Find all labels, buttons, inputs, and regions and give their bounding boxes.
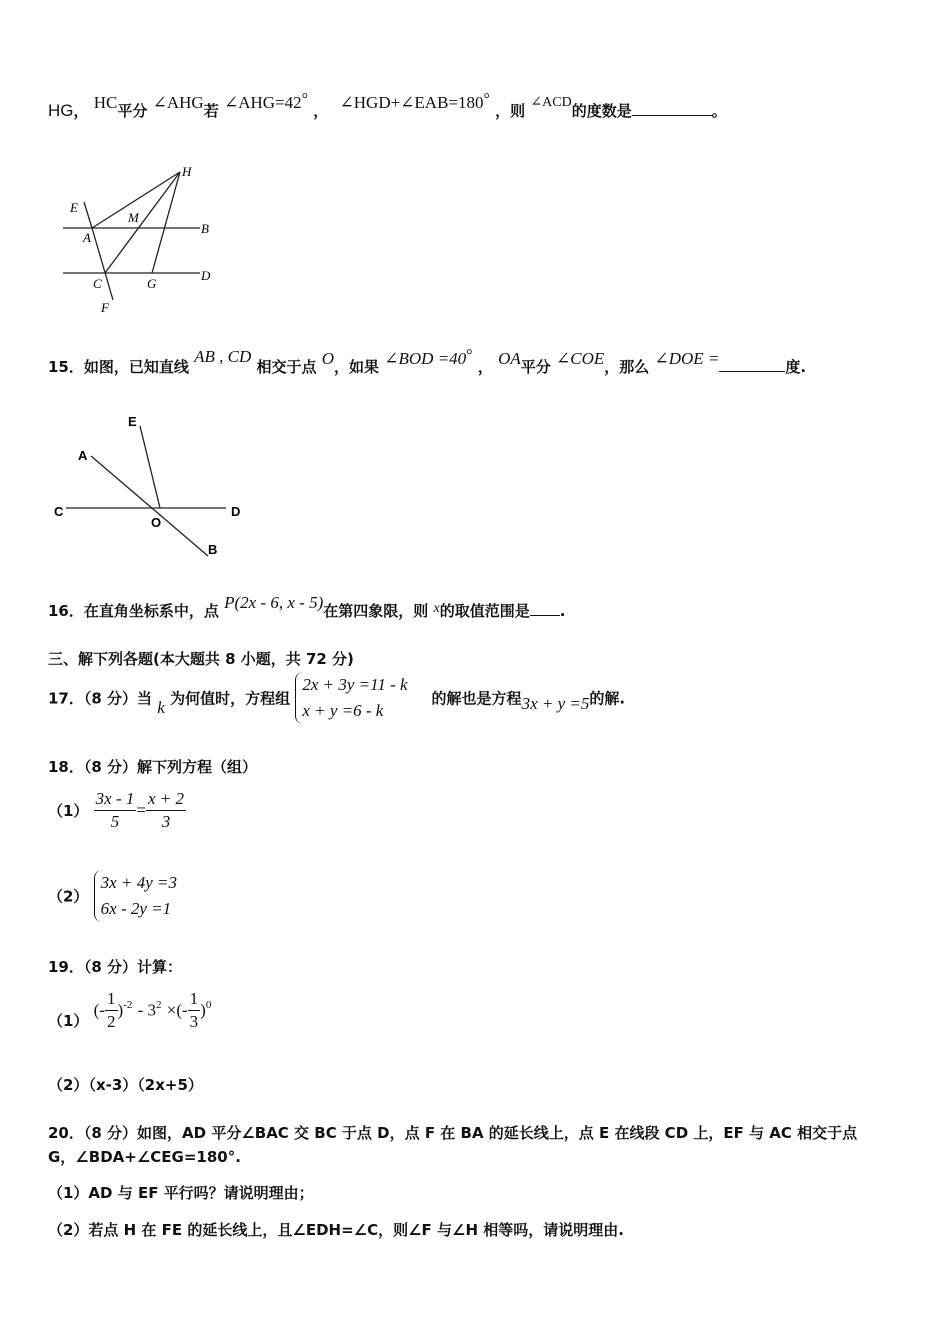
q16-x: x: [433, 601, 440, 616]
q18-p1-left-num: 3x - 1: [94, 788, 137, 811]
q19-title: 19．（8 分）计算：: [48, 958, 183, 976]
q19-p1-minus: - 3: [137, 1000, 156, 1020]
q15-ab-cd: AB , CD: [194, 347, 252, 366]
fig14-label-f: F: [101, 300, 109, 315]
q14-deg2: °: [483, 91, 490, 108]
q15-bisects: 平分: [520, 358, 551, 376]
q18-p2-eq2: 6x - 2y =1: [100, 899, 172, 918]
q18-p1-right-num: x + 2: [146, 788, 186, 811]
q19-p1-exp3: 0: [205, 998, 212, 1011]
q15-line: [48, 347, 807, 377]
q14-if: 若: [203, 102, 219, 120]
fig15-line-ab: [91, 456, 208, 556]
q19-p1-frac2: [188, 988, 201, 1033]
q17-eq1: 2x + 3y =11 - k: [302, 675, 408, 694]
q15-oa: OA: [498, 349, 521, 368]
fig14-label-a: A: [83, 230, 91, 245]
fig14-label-c: C: [93, 276, 102, 291]
q19-p1-frac2-den: 3: [189, 1012, 199, 1031]
q15-answer-blank: [719, 370, 785, 372]
fig14-label-e: E: [70, 200, 78, 215]
q20-line2: G，∠BDA+∠CEG=180°.: [48, 1148, 241, 1166]
q17-mid: 为何值时，方程组: [170, 689, 291, 708]
q20-part1: （1）AD 与 EF 平行吗？请说明理由；: [48, 1184, 314, 1202]
q19-p1-frac2-num: 1: [188, 988, 201, 1011]
q18-p2-system: [94, 870, 177, 922]
q15-if: ，如果: [334, 358, 380, 376]
q14-comma2: ，: [313, 102, 329, 120]
fig15-label-o: O: [151, 515, 162, 530]
q14-hgd-sum: ∠HGD+∠EAB=180: [339, 93, 484, 112]
q19-part2: [48, 1074, 203, 1095]
q14-angle-acd: ∠ACD: [530, 95, 572, 110]
q16-prefix: 16．在直角坐标系中，点: [48, 602, 219, 620]
q19-p1-exp1: -2: [123, 998, 133, 1011]
fig14-label-b: B: [201, 221, 209, 236]
fig14-label-h: H: [182, 164, 192, 179]
q14-comma1: ，: [73, 102, 89, 120]
q18-part2: [48, 870, 177, 922]
q18-p2-eq1: 3x + 4y =3: [100, 873, 177, 892]
q17-line: [48, 672, 625, 724]
q18-p1-equals: =: [136, 800, 146, 820]
q14-hc: HC: [93, 93, 118, 112]
q19-p1-close1: ): [117, 1000, 124, 1020]
q16-end: .: [559, 602, 566, 620]
q17-k: k: [157, 698, 165, 717]
q19-p1-times: ×(-: [166, 1000, 188, 1020]
fig14-line-ch: [105, 172, 180, 273]
q18-p1-right-fraction: [146, 788, 186, 833]
section-3-title: 三、解下列各题(本大题共 8 小题，共 72 分): [48, 650, 354, 668]
q19-p1-open1: (-: [93, 1000, 105, 1020]
q19-p2-expr: （x-3）（2x+5）: [88, 1076, 203, 1094]
q15-prefix: 15．如图，已知直线: [48, 358, 189, 376]
q16-mid: 在第四象限，则: [323, 602, 429, 620]
q14-hg: HG: [48, 101, 74, 120]
q19-p1-frac1: [105, 988, 118, 1033]
q18-p1-left-fraction: [94, 788, 137, 833]
q14-tail-line: [48, 91, 727, 121]
q16-point: P(2x - 6, x - 5): [224, 593, 324, 612]
q17-eq2: x + y =6 - k: [302, 701, 384, 720]
fig15-ray-oe: [140, 426, 160, 508]
fig14-label-m: M: [128, 210, 139, 225]
q18-title: 18．（8 分）解下列方程（组）: [48, 758, 258, 776]
q19-p1-close2: ): [200, 1000, 206, 1020]
fig15-label-e: E: [128, 414, 137, 429]
q14-answer-blank: [632, 114, 712, 116]
q15-angle-bod: ∠BOD =40: [384, 349, 467, 368]
q14-suffix: 的度数是: [571, 102, 632, 120]
q19-p1-exp2: 2: [156, 998, 162, 1011]
q19-p2-label: （2）: [48, 1076, 89, 1094]
q15-angle-coe: ∠COE: [555, 349, 605, 368]
fig15-label-a: A: [78, 448, 88, 463]
q14-deg1: °: [301, 91, 309, 108]
q19-p1-frac1-den: 2: [107, 1012, 116, 1031]
fig14-line-ea: [84, 202, 92, 228]
q15-unit: 度.: [785, 358, 807, 376]
q18-p2-label: （2）: [48, 887, 89, 906]
q17-system: [295, 672, 426, 724]
fig15-label-b: B: [208, 542, 218, 557]
q14-ahg-value: ∠AHG=42: [223, 93, 302, 112]
q20-part2: （2）若点 H 在 FE 的延长线上，且∠EDH=∠C，则∠F 与∠H 相等吗，请说明理由.: [48, 1221, 624, 1239]
q15-comma: ，: [477, 358, 493, 376]
q14-angle-ahg: ∠AHG: [152, 93, 204, 112]
fig15-label-d: D: [231, 504, 241, 519]
q17-eq3: 3x + y =5: [521, 694, 590, 713]
q17-prefix: 17．（8 分）当: [48, 689, 153, 708]
q18-part1: [48, 788, 186, 833]
fig14-label-g: G: [147, 276, 157, 291]
q18-p1-right-den: 3: [161, 812, 171, 831]
fig15-label-c: C: [54, 504, 64, 519]
q19-p1-label: （1）: [48, 1012, 89, 1030]
q18-p1-label: （1）: [48, 802, 89, 820]
q15-point-o: O: [321, 349, 335, 368]
figure-15: [48, 408, 268, 558]
q18-p1-left-den: 5: [110, 812, 120, 831]
q17-suffix: 的解.: [589, 689, 626, 708]
q16-line: [48, 593, 566, 621]
q15-then: ，那么: [604, 358, 650, 376]
q19-part1: [48, 988, 211, 1033]
q15-intersect: 相交于点: [256, 358, 317, 376]
fig14-label-d: D: [201, 268, 211, 283]
figure-14: [55, 160, 235, 320]
q14-then: ，则: [495, 102, 526, 120]
q17-mid2: 的解也是方程: [431, 689, 522, 708]
q15-angle-doe: ∠DOE =: [654, 349, 720, 368]
q20-line1: 20．（8 分）如图，AD 平分∠BAC 交 BC 于点 D，点 F 在 BA 的延长线上，点 E 在线段 CD 上，EF 与 AC 相交于点: [48, 1124, 858, 1142]
q16-answer-blank: [530, 614, 560, 616]
q16-suffix: 的取值范围是: [439, 602, 530, 620]
q19-p1-frac1-num: 1: [105, 988, 118, 1011]
q14-end: 。: [711, 102, 727, 120]
q14-bisects: 平分: [117, 102, 148, 120]
q15-deg: °: [466, 347, 473, 364]
